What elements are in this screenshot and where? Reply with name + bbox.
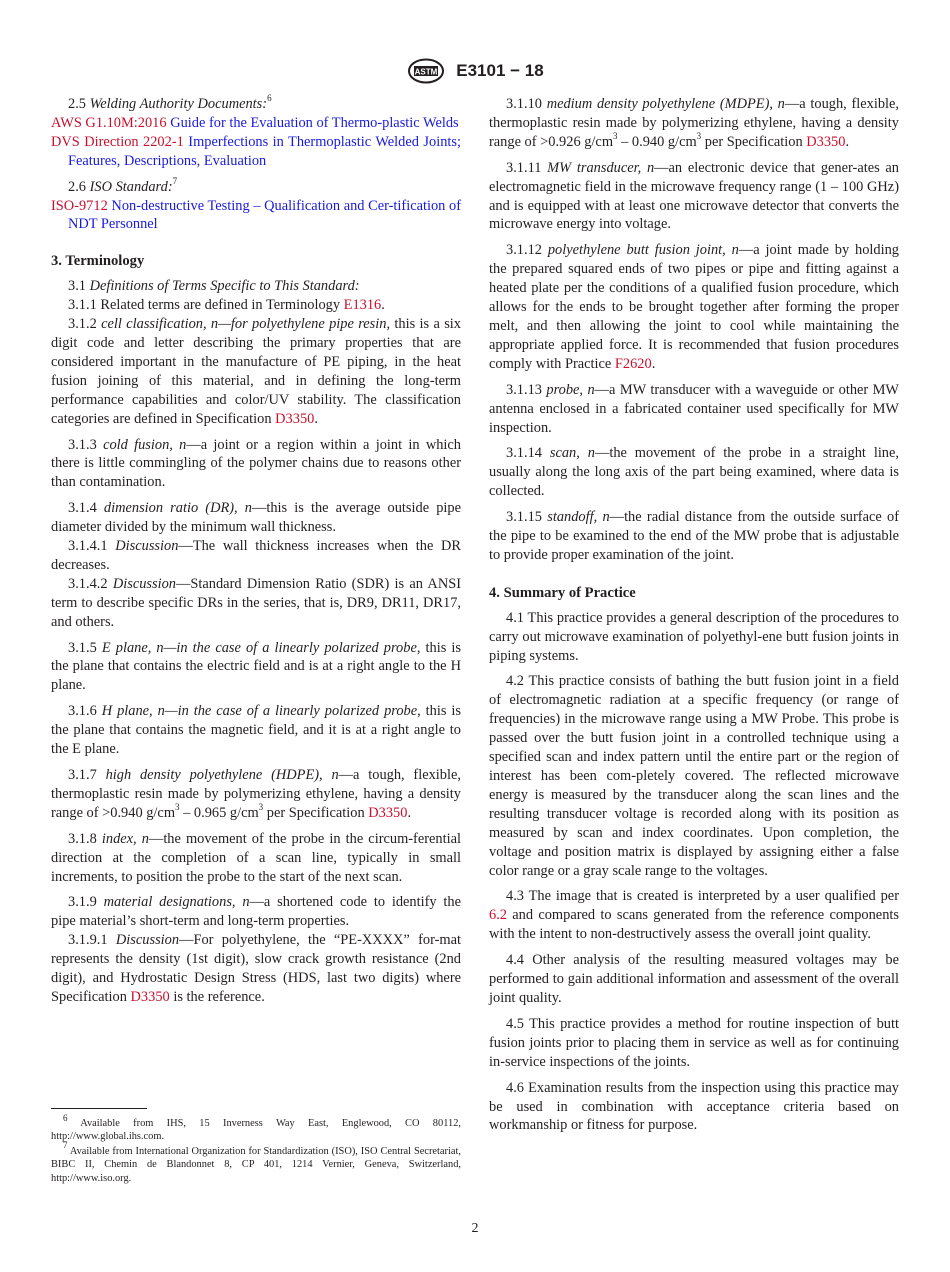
para-3-1-14: 3.1.14 scan, n—the movement of the probe in a straight line, usually along the long axis of the part being examined, where data is collected. bbox=[489, 445, 899, 500]
para-3-1-9: 3.1.9 material designations, n—a shortened code to identify the pipe material’s short-term and long-term properties. bbox=[51, 894, 461, 930]
astm-logo bbox=[406, 58, 446, 84]
para-3-1-7: 3.1.7 high density polyethylene (HDPE), n—a tough, flexible, thermoplastic resin made by polymerizing ethylene, having a density range of >0.940 $g/cm^3 - 0.965$ $g/cm^3$ per Specification D3350. bbox=[51, 767, 461, 821]
para-3-1-1: 3.1.1 Related terms are defined in Terminology E1316. bbox=[68, 297, 385, 314]
svg-text:ASTM: ASTM bbox=[414, 67, 438, 77]
para-3-1-15: 3.1.15 standoff, n—the radial distance from the outside surface of the pipe to be examined to the end of the MW probe that is adjustable to provide proper examination of the joint. bbox=[489, 509, 899, 563]
para-4-6: 4.6 Examination results from the inspection using this practice may be used in combination with acceptance criteria based on workmanship or fitness for purpose. bbox=[489, 1079, 899, 1134]
footnote-6: $^6$ Available from IHS, 15 Inverness Way East, Englewood, CO 80112, http://www.global.ihs.com. bbox=[51, 1112, 461, 1143]
aws-code-link[interactable]: AWS G1.10M:2016 bbox=[51, 114, 167, 131]
d3350-link[interactable]: D3350 bbox=[130, 988, 170, 1005]
para-3-1-12: 3.1.12 polyethylene butt fusion joint, n—a joint made by holding the prepared squared ends of two pipes or pipe and fitting against a heated plate per the conditions of a qualified fusion procedure, which allows for the ends to be brought together after forming the proper melt, and then allowing the joint to cool while maintaining the appropriate applied force. It is recommended that fusion procedures comply with Practice F2620. bbox=[489, 242, 899, 372]
document-code: E3101 − 18 bbox=[456, 61, 544, 80]
para-4-3: 4.3 The image that is created is interpreted by a user qualified per 6.2 and compared to scans generated from the reference components with the intent to non-destructively assess the overall joint quality. bbox=[489, 888, 899, 943]
para-3-1-4-2: 3.1.4.2 Discussion—Standard Dimension Ratio (SDR) is an ANSI term to describe specific DRs in the series, that is, DR9, DR11, DR17, and others. bbox=[51, 575, 462, 630]
section-4-heading: 4. Summary of Practice bbox=[489, 584, 636, 601]
iso-code-link[interactable]: ISO-9712 bbox=[51, 197, 108, 214]
para-3-1-4-1: 3.1.4.1 Discussion—The wall thickness increases when the DR decreases. bbox=[51, 538, 461, 573]
footnote-7: $^7$ Available from International Organization for Standardization (ISO), ISO Central Secretariat, BIBC II, Chemin de Blandonnet 8, CP 401, 1214 Vernier, Geneva, Switzerland, http://www.iso.org. bbox=[51, 1140, 461, 1184]
section-3-heading: 3. Terminology bbox=[51, 253, 145, 270]
aws-title-link[interactable]: Guide for the Evaluation of Thermo-plastic Welds bbox=[170, 114, 459, 131]
para-3-1-8: 3.1.8 index, n—the movement of the probe in the circum-ferential direction at the completion of a scan line, typically in small increments, to position the probe to the start of the next scan. bbox=[51, 830, 461, 885]
footnotes bbox=[51, 1112, 461, 1186]
section-2-6: 2.6 ISO Standard:$^7$ bbox=[68, 175, 178, 195]
para-4-2: 4.2 This practice consists of bathing the butt fusion joint in a field of electromagnetic radiation at a specific frequency (or range of frequencies) in the microwave range using a MW Probe. This probe is passed over the butt fusion joint in a controlled technique using a specified scan and index pattern until the entire part or the region of interest has been com-pletely covered. The reflected microwave energy is measured by the transducer along the scan lines and the resulting transducer voltage is recorded along with its position as measured by scan and index coordinates. Upon completion, the voltage and position matrix is displayed by assigning either a false color range or a gray scale range to the voltages. bbox=[489, 673, 899, 879]
para-4-5: 4.5 This practice provides a method for routine inspection of butt fusion joints prior to placing them in service as well as for continuing in-service inspections of the joints. bbox=[489, 1015, 899, 1070]
footnote-rule bbox=[51, 1108, 147, 1109]
section-6-2-link[interactable]: 6.2 bbox=[489, 907, 507, 924]
para-3-1-9-1: 3.1.9.1 Discussion—For polyethylene, the “PE-XXXX” for-mat represents the density (1st digit), slow crack growth resistance (2nd digit), and Hydrostatic Design Stress (HDS, last two digits) where Specification D3350 is the reference. bbox=[51, 932, 461, 1005]
d3350-link[interactable]: D3350 bbox=[806, 133, 846, 150]
d3350-link[interactable]: D3350 bbox=[368, 804, 408, 821]
para-3-1-10: 3.1.10 medium density polyethylene (MDPE), n—a tough, flexible, thermoplastic resin made by polymerizing ethylene, having a density range of >0.926 $g/cm^3 - 0.940$ $g/cm^3$ per Specification D3350. bbox=[489, 96, 900, 150]
para-3-1-4: 3.1.4 dimension ratio (DR), n—this is the average outside pipe diameter divided by the minimum wall thickness. bbox=[51, 500, 461, 536]
section-2-5: 2.5 Welding Authority Documents:$^6$ bbox=[68, 93, 272, 112]
astm-logo-icon bbox=[406, 58, 446, 84]
para-3-1-6: 3.1.6 H plane, n—in the case of a linearly polarized probe, this is the plane that contains the magnetic field, and it is at a right angle to the E plane. bbox=[51, 703, 461, 758]
para-3-1-11: 3.1.11 MW transducer, n—an electronic device that gener-ates an electromagnetic field in the microwave frequency range (1 – 100 GHz) and is equipped with at least one microwave detector that converts the microwave energy into voltage. bbox=[489, 159, 899, 233]
para-3-1-2: 3.1.2 cell classification, n—for polyethylene pipe resin, this is a six digit code and letter describing the primary properties that are considered important in the manufacture of PE piping, in the heat fusion joining of this material, and in defining the long-term performance capabilities and color/UV stability. The classification categories are defined in Specification D3350. bbox=[51, 316, 461, 427]
ref-dvs bbox=[51, 133, 461, 171]
dvs-code-link[interactable]: DVS Direction 2202-1 bbox=[51, 133, 184, 150]
f2620-link[interactable]: F2620 bbox=[614, 355, 652, 372]
left-column bbox=[51, 95, 461, 1014]
para-4-4: 4.4 Other analysis of the resulting measured voltages may be performed to gain additional information and assessment of the overall joint quality. bbox=[489, 952, 899, 1006]
iso-title-link[interactable]: Non-destructive Testing – Qualification and Cer-tification of NDT Personnel bbox=[68, 197, 461, 233]
para-3-1-13: 3.1.13 probe, n—a MW transducer with a waveguide or other MW antenna enclosed in a fabricated container used specifically for MW inspection. bbox=[489, 381, 899, 436]
d3350-link[interactable]: D3350 bbox=[275, 410, 315, 427]
para-4-1: 4.1 This practice provides a general description of the procedures to carry out microwave examination of polyethyl-ene butt fusion joints in piping systems. bbox=[489, 609, 899, 664]
right-column bbox=[489, 95, 899, 1142]
page-number: 2 bbox=[471, 1221, 479, 1236]
page-header bbox=[0, 58, 950, 84]
para-3-1-3: 3.1.3 cold fusion, n—a joint or a region within a joint in which there is little commingling of the polymer chains due to reasons other than contamination. bbox=[51, 436, 461, 491]
dvs-title-link[interactable]: Imperfections in Thermoplastic Welded Joints; Features, Descriptions, Evaluation bbox=[68, 133, 461, 169]
para-3-1: 3.1 Definitions of Terms Specific to This Standard: bbox=[68, 278, 360, 295]
ref-aws bbox=[51, 114, 461, 133]
para-3-1-5: 3.1.5 E plane, n—in the case of a linearly polarized probe, this is the plane that contains the electric field and is at a right angle to the H plane. bbox=[51, 639, 461, 694]
ref-iso bbox=[51, 197, 461, 235]
e1316-link[interactable]: E1316 bbox=[343, 297, 382, 314]
